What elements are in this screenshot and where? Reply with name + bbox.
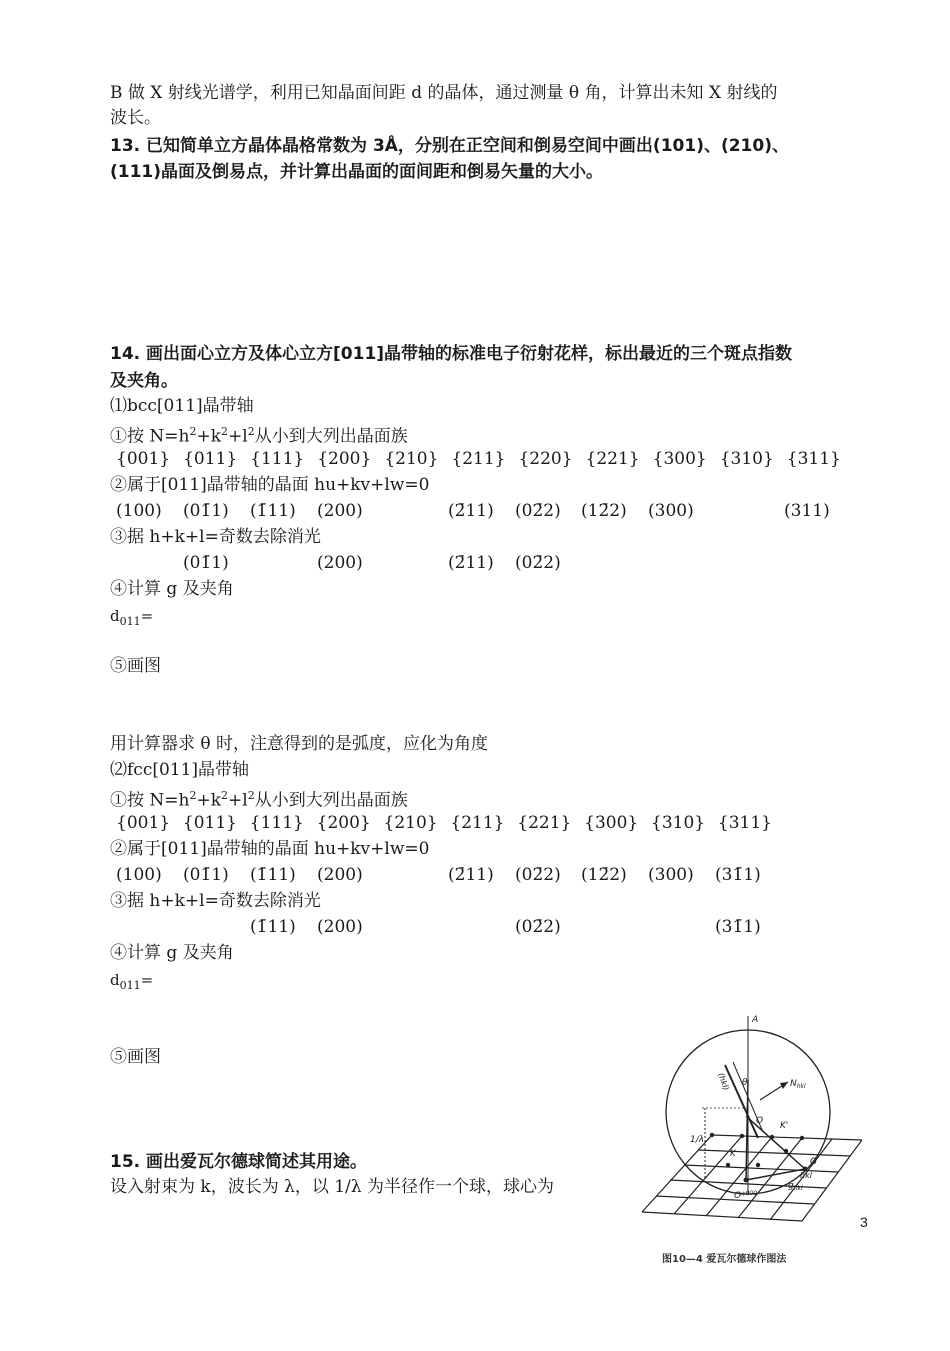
- plane-item: (200): [317, 501, 363, 521]
- bcc-d-spacing: $d_{011}=$: [110, 607, 154, 628]
- page-number: 3: [860, 1214, 868, 1230]
- family-item: {221}: [517, 813, 572, 833]
- family-item: {210}: [383, 813, 438, 833]
- plane-item: (01̄1): [183, 865, 229, 885]
- plane-item: (1̄11): [250, 501, 296, 521]
- label-n: $N_{hkl}$: [790, 1079, 806, 1090]
- bcc-heading: ⑴bcc[011]晶带轴: [110, 396, 254, 416]
- plane-item: (100): [116, 501, 162, 521]
- plane-item: (12̄2): [581, 501, 627, 521]
- plane-item: (300): [648, 865, 694, 885]
- q15-title: 15. 画出爱瓦尔德球简述其用途。: [110, 1152, 368, 1172]
- intro-line-2: 波长。: [110, 108, 161, 128]
- plane-item: (31̄1): [715, 865, 761, 885]
- fcc-step4: ④计算 g 及夹角: [110, 943, 234, 963]
- plane-item: (12̄2): [581, 865, 627, 885]
- family-item: {001}: [116, 449, 171, 469]
- family-item: {001}: [116, 813, 171, 833]
- plane-item: (100): [116, 865, 162, 885]
- family-item: {311}: [786, 449, 841, 469]
- plane-item: (1̄11): [250, 865, 296, 885]
- label-o-star: O*$^{000}$: [734, 1190, 758, 1201]
- fcc-step1: ①按 $N=h^2+k^2+l^2$从小到大列出晶面族: [110, 789, 408, 811]
- label-g-point: G: [810, 1157, 817, 1167]
- remaining-plane: (01̄1): [183, 553, 229, 573]
- family-item: {220}: [518, 449, 573, 469]
- family-item: {200}: [316, 813, 371, 833]
- fcc-families: [116, 811, 772, 835]
- label-k: K: [730, 1149, 736, 1159]
- family-item: {011}: [182, 813, 237, 833]
- remaining-plane: (1̄11): [250, 917, 296, 937]
- bcc-families: [116, 447, 841, 471]
- fcc-heading: ⑵fcc[011]晶带轴: [110, 760, 250, 780]
- family-item: {311}: [717, 813, 772, 833]
- family-item: {011}: [183, 449, 238, 469]
- family-item: {200}: [317, 449, 372, 469]
- bcc-step1: ①按 $N=h^2+k^2+l^2$从小到大列出晶面族: [110, 425, 408, 447]
- plane-item: (02̄2): [515, 501, 561, 521]
- family-item: {310}: [719, 449, 774, 469]
- bcc-step5: ⑤画图: [110, 656, 161, 676]
- bcc-step3: ③据 h+k+l=奇数去除消光: [110, 527, 321, 547]
- plane-item: (02̄2): [515, 865, 561, 885]
- q15-text: 设入射束为 k，波长为 λ，以 1/λ 为半径作一个球，球心为: [110, 1177, 555, 1197]
- q13-line-1: 13. 已知简单立方晶体晶格常数为 3Å，分别在正空间和倒易空间中画出(101)、(210)、: [110, 136, 789, 156]
- fcc-step2: ②属于[011]晶带轴的晶面 hu+kv+lw=0: [110, 839, 430, 859]
- label-inverse-lambda: 1/λ: [690, 1135, 705, 1145]
- plane-item: (2̄11): [448, 501, 494, 521]
- label-k-prime: K': [780, 1121, 789, 1131]
- intro-line-1: B 做 X 射线光谱学，利用已知晶面间距 d 的晶体，通过测量 θ 角，计算出未知 X 射线的: [110, 83, 778, 103]
- remaining-plane: (31̄1): [715, 917, 761, 937]
- label-o: O: [756, 1116, 764, 1126]
- plane-item: (2̄11): [448, 865, 494, 885]
- label-g-vector: $g_{hkl}$: [788, 1181, 803, 1192]
- plane-item: (300): [648, 501, 694, 521]
- remaining-plane: (200): [317, 553, 363, 573]
- remaining-plane: (02̄2): [515, 553, 561, 573]
- remaining-plane: (2̄11): [448, 553, 494, 573]
- family-item: {211}: [450, 813, 505, 833]
- ewald-sphere-figure: [630, 1010, 880, 1250]
- q13-line-2: (111)晶面及倒易点，并计算出晶面的面间距和倒易矢量的大小。: [110, 162, 604, 182]
- family-item: {211}: [451, 449, 506, 469]
- family-item: {111}: [250, 449, 305, 469]
- family-item: {310}: [651, 813, 706, 833]
- label-theta: θ: [742, 1078, 748, 1088]
- fcc-step3: ③据 h+k+l=奇数去除消光: [110, 891, 321, 911]
- family-item: {221}: [585, 449, 640, 469]
- diffracted-beam: [746, 1116, 805, 1169]
- family-item: {300}: [652, 449, 707, 469]
- label-hkl-plane: (hkl): [716, 1071, 731, 1092]
- family-item: {111}: [249, 813, 304, 833]
- plane-item: (200): [317, 865, 363, 885]
- reciprocal-lattice-grid: [642, 1135, 862, 1221]
- plane-item: (01̄1): [183, 501, 229, 521]
- plane-item: (311): [784, 501, 830, 521]
- remaining-plane: (02̄2): [515, 917, 561, 937]
- figure-caption: 图10—4 爱瓦尔德球作图法: [662, 1254, 787, 1265]
- remaining-plane: (200): [317, 917, 363, 937]
- fcc-step5: ⑤画图: [110, 1047, 161, 1067]
- label-a: A: [752, 1015, 759, 1025]
- family-item: {300}: [584, 813, 639, 833]
- label-hkl: hkl: [800, 1171, 812, 1180]
- bcc-step4: ④计算 g 及夹角: [110, 579, 234, 599]
- fcc-d-spacing: $d_{011}=$: [110, 971, 154, 992]
- family-item: {210}: [384, 449, 439, 469]
- bcc-step2: ②属于[011]晶带轴的晶面 hu+kv+lw=0: [110, 475, 430, 495]
- calc-note: 用计算器求 θ 时，注意得到的是弧度，应化为角度: [110, 734, 489, 754]
- q14-line-1: 14. 画出面心立方及体心立方[011]晶带轴的标准电子衍射花样，标出最近的三个斑点指数: [110, 344, 793, 364]
- q14-line-2: 及夹角。: [110, 371, 178, 391]
